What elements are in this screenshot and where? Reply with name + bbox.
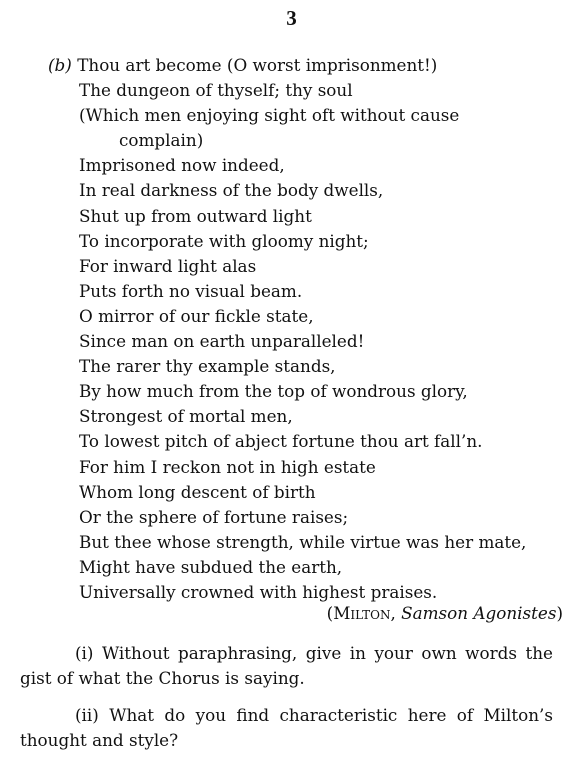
- poem-line: By how much from the top of wondrous glory,: [79, 381, 468, 402]
- question-ii: (ii) What do you find characteristic here of Milton’s thought and style?: [20, 705, 553, 751]
- poem-line: For him I reckon not in high estate: [79, 456, 376, 477]
- poem-line: Strongest of mortal men,: [79, 406, 293, 427]
- poem-line: [0, 53, 583, 78]
- poem-line: Puts forth no visual beam.: [79, 280, 303, 301]
- poem-line: O mirror of our fickle state,: [79, 305, 314, 326]
- attribution-separator: ,: [390, 603, 402, 623]
- page-number: 3: [286, 6, 297, 30]
- poem-line: Or the sphere of fortune raises;: [79, 506, 349, 527]
- poem-line: The dungeon of thyself; thy soul: [79, 80, 353, 101]
- poem-passage: [0, 53, 583, 605]
- poem-line: Imprisoned now indeed,: [79, 155, 285, 176]
- poem-line: The rarer thy example stands,: [79, 356, 336, 377]
- poem-line: But thee whose strength, while virtue was her mate,: [79, 531, 527, 552]
- poem-line: Universally crowned with highest praises.: [79, 581, 438, 602]
- passage-marker: (b): [48, 55, 72, 75]
- attribution: [327, 603, 563, 623]
- attribution-open-paren: (: [326, 603, 334, 623]
- poem-line-text: Thou art become (O worst imprisonment!): [77, 55, 438, 75]
- poem-line: To incorporate with gloomy night;: [79, 230, 369, 251]
- poem-line: To lowest pitch of abject fortune thou art fall’n.: [79, 431, 483, 452]
- question-i: (i) Without paraphrasing, give in your own words the gist of what the Chorus is saying.: [20, 643, 553, 689]
- attribution-close-paren: ): [556, 603, 563, 623]
- poem-line: Might have subdued the earth,: [79, 556, 343, 577]
- poem-line: In real darkness of the body dwells,: [79, 180, 384, 201]
- poem-line-continuation: complain): [119, 130, 204, 151]
- poem-line: For inward light alas: [79, 255, 257, 276]
- poem-line: Whom long descent of birth: [79, 481, 316, 502]
- poem-line: Shut up from outward light: [79, 205, 312, 226]
- attribution-author: Milton: [333, 603, 391, 623]
- poem-line: Since man on earth unparalleled!: [79, 331, 365, 352]
- poem-line: (Which men enjoying sight oft without cause: [79, 105, 460, 126]
- attribution-work-title: Samson Agonistes: [401, 603, 557, 623]
